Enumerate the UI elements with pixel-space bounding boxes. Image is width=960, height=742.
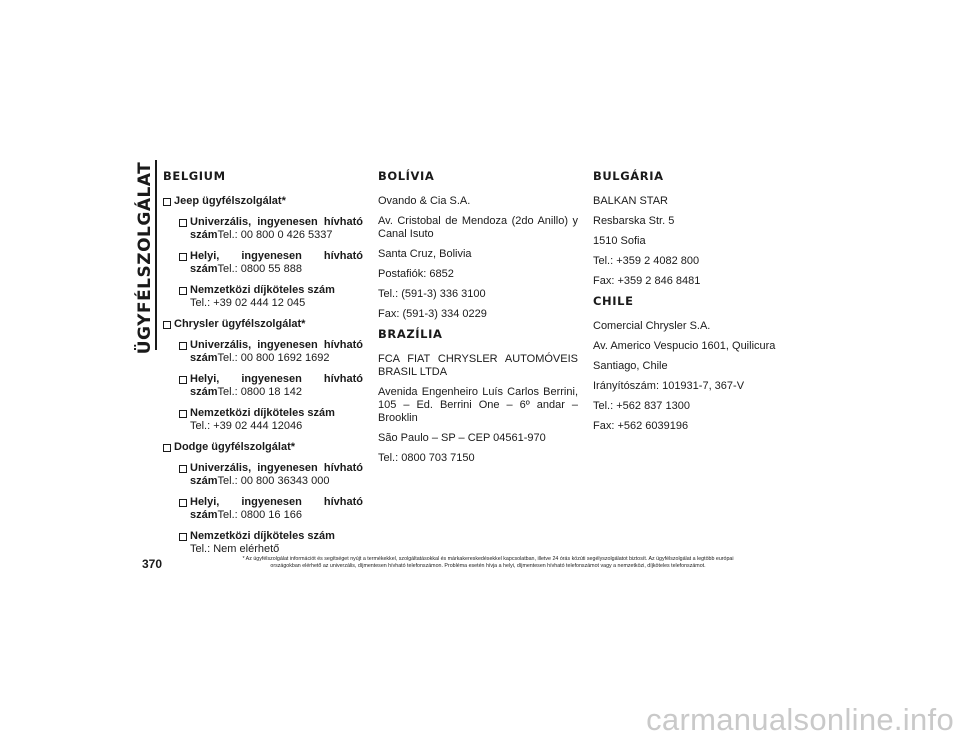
belgium-title: BELGIUM xyxy=(163,169,226,183)
brazil-line: FCA FIAT CHRYSLER AUTOMÓVEIS BRASIL LTDA xyxy=(378,353,578,378)
phone-entry-label-word: Univerzális, xyxy=(190,216,252,228)
phone-number: Tel.: 0800 55 888 xyxy=(217,263,302,275)
column-belgium xyxy=(163,170,363,564)
phone-entry-label-word: ingyenesen xyxy=(257,462,318,474)
brazil-title: BRAZÍLIA xyxy=(378,327,443,341)
phone-entry-label xyxy=(190,407,363,420)
phone-entry-label-word: szám xyxy=(190,509,218,521)
square-bullet-icon xyxy=(179,533,187,541)
chile-line: Av. Americo Vespucio 1601, Quilicura xyxy=(593,340,776,352)
phone-entry-label-word: ingyenesen xyxy=(257,216,318,228)
phone-entry-number xyxy=(190,420,363,433)
phone-entry-label-word: hívható xyxy=(323,339,363,351)
phone-entry-number xyxy=(190,352,363,365)
phone-entry-label-word: hívható xyxy=(323,250,363,262)
phone-entry-label-word: Nemzetközi díjköteles szám xyxy=(190,407,335,419)
phone-entry-label-word: hívható xyxy=(323,216,363,228)
phone-entry-label xyxy=(190,530,363,543)
footnote-line: * Az ügyfélszolgálat információt és segítséget nyújt a termékekkel, szolgáltatásokkal és márkakereskedésekkel kapcsolatban, illetve 24 órás közúti segélyszolgálatot biztosít. Az ügyfélszolgálat a legtöbb európai xyxy=(242,556,734,562)
service-group xyxy=(163,441,363,454)
brazil-line: São Paulo – SP – CEP 04561-970 xyxy=(378,432,546,444)
square-bullet-icon xyxy=(179,287,187,295)
page-number: 370 xyxy=(142,557,163,571)
square-bullet-icon xyxy=(179,465,187,473)
belgium-groups xyxy=(163,195,363,556)
phone-entry-label xyxy=(190,216,363,229)
phone-entry-label xyxy=(190,496,363,509)
square-bullet-icon xyxy=(179,342,187,350)
phone-number: Tel.: Nem elérhető xyxy=(190,543,280,555)
brazil-line: Avenida Engenheiro Luís Carlos Berrini, 105 – Ed. Berrini One – 6º andar – Brooklin xyxy=(378,386,578,424)
phone-number: Tel.: +39 02 444 12046 xyxy=(190,420,303,432)
square-bullet-icon xyxy=(179,376,187,384)
chile-line: Comercial Chrysler S.A. xyxy=(593,320,711,332)
chile-title: CHILE xyxy=(593,294,634,308)
phone-number: Tel.: 00 800 0 426 5337 xyxy=(217,229,333,241)
square-bullet-icon xyxy=(179,253,187,261)
footnote-line: országokban elérhető az univerzális, díjmentesen hívható telefonszámon. Probléma esetén hívja a helyi, díjmentesen hívható telefonszámot vagy a nemzetközi, díjköteles telefonszámot. xyxy=(270,563,706,569)
bolivia-line: Santa Cruz, Bolivia xyxy=(378,248,472,260)
phone-entry-label-word: Nemzetközi díjköteles szám xyxy=(190,530,335,542)
bolivia-line: Fax: (591-3) 334 0229 xyxy=(378,308,487,320)
phone-entry-label-word: hívható xyxy=(323,373,363,385)
side-tab xyxy=(130,161,160,355)
phone-entry-label-word: szám xyxy=(190,263,218,275)
footnote xyxy=(178,556,798,570)
phone-entry xyxy=(190,339,363,365)
square-bullet-icon xyxy=(163,321,171,329)
chile-line: Irányítószám: 101931-7, 367-V xyxy=(593,380,745,392)
phone-entry-number xyxy=(190,297,363,310)
service-group-label: Dodge ügyfélszolgálat* xyxy=(174,441,296,453)
square-bullet-icon xyxy=(179,499,187,507)
column-bolivia-brazil xyxy=(378,170,578,472)
chile-line: Santiago, Chile xyxy=(593,360,668,372)
phone-number: Tel.: 00 800 36343 000 xyxy=(217,475,330,487)
bolivia-line: Tel.: (591-3) 336 3100 xyxy=(378,288,486,300)
phone-entry-label-word: Helyi, xyxy=(190,373,220,385)
phone-entry-number xyxy=(190,475,363,488)
square-bullet-icon xyxy=(163,198,171,206)
bulgaria-line: Resbarska Str. 5 xyxy=(593,215,675,227)
service-group-label: Chrysler ügyfélszolgálat* xyxy=(174,318,306,330)
phone-entry-label-word: hívható xyxy=(323,496,363,508)
phone-entry xyxy=(190,373,363,399)
square-bullet-icon xyxy=(179,219,187,227)
phone-entry-label xyxy=(190,250,363,263)
brazil-line: Tel.: 0800 703 7150 xyxy=(378,452,475,464)
phone-entry-label-word: ingyenesen xyxy=(241,373,302,385)
phone-entry xyxy=(190,216,363,242)
phone-entry-label-word: Univerzális, xyxy=(190,339,252,351)
phone-number: Tel.: 00 800 1692 1692 xyxy=(217,352,330,364)
service-group-label: Jeep ügyfélszolgálat* xyxy=(174,195,286,207)
phone-entry-label-word: Nemzetközi díjköteles szám xyxy=(190,284,335,296)
chile-line: Tel.: +562 837 1300 xyxy=(593,400,690,412)
phone-entry-label-word: szám xyxy=(190,229,218,241)
phone-entry-label-word: Helyi, xyxy=(190,496,220,508)
phone-number: Tel.: 0800 18 142 xyxy=(217,386,302,398)
phone-entry xyxy=(190,530,363,556)
phone-entry xyxy=(190,284,363,310)
bolivia-title: BOLÍVIA xyxy=(378,169,435,183)
phone-entry-label-word: ingyenesen xyxy=(241,250,302,262)
phone-number: Tel.: 0800 16 166 xyxy=(217,509,302,521)
square-bullet-icon xyxy=(163,444,171,452)
phone-entry xyxy=(190,462,363,488)
phone-entry-label-word: ingyenesen xyxy=(241,496,302,508)
side-tab-label: ÜGYFÉLSZOLGÁLAT xyxy=(135,161,155,355)
phone-entry-number xyxy=(190,509,363,522)
service-group xyxy=(163,318,363,331)
phone-entry-label-word: ingyenesen xyxy=(257,339,318,351)
bulgaria-line: Fax: +359 2 846 8481 xyxy=(593,275,701,287)
phone-entry-label xyxy=(190,339,363,352)
phone-entry-label-word: Univerzális, xyxy=(190,462,252,474)
phone-entry-label xyxy=(190,462,363,475)
service-group xyxy=(163,195,363,208)
phone-entry-label-word: Helyi, xyxy=(190,250,220,262)
bulgaria-title: BULGÁRIA xyxy=(593,169,664,183)
phone-entry xyxy=(190,496,363,522)
phone-entry-number xyxy=(190,543,363,556)
watermark: carmanualsonline.info xyxy=(646,702,954,737)
bulgaria-line: BALKAN STAR xyxy=(593,195,668,207)
bulgaria-line: 1510 Sofia xyxy=(593,235,646,247)
phone-entry-label xyxy=(190,284,363,297)
phone-entry-number xyxy=(190,263,363,276)
square-bullet-icon xyxy=(179,410,187,418)
chile-line: Fax: +562 6039196 xyxy=(593,420,689,432)
phone-entry-label-word: szám xyxy=(190,475,218,487)
phone-number: Tel.: +39 02 444 12 045 xyxy=(190,297,306,309)
bolivia-line: Postafiók: 6852 xyxy=(378,268,454,280)
phone-entry xyxy=(190,407,363,433)
phone-entry-number xyxy=(190,229,363,242)
bulgaria-line: Tel.: +359 2 4082 800 xyxy=(593,255,700,267)
phone-entry-label-word: szám xyxy=(190,386,218,398)
phone-entry-number xyxy=(190,386,363,399)
phone-entry-label xyxy=(190,373,363,386)
phone-entry-label-word: hívható xyxy=(323,462,363,474)
bolivia-line: Av. Cristobal de Mendoza (2do Anillo) y Canal Isuto xyxy=(378,215,578,240)
bolivia-line: Ovando & Cia S.A. xyxy=(378,195,471,207)
column-bulgaria-chile xyxy=(593,170,793,440)
phone-entry-label-word: szám xyxy=(190,352,218,364)
phone-entry xyxy=(190,250,363,276)
